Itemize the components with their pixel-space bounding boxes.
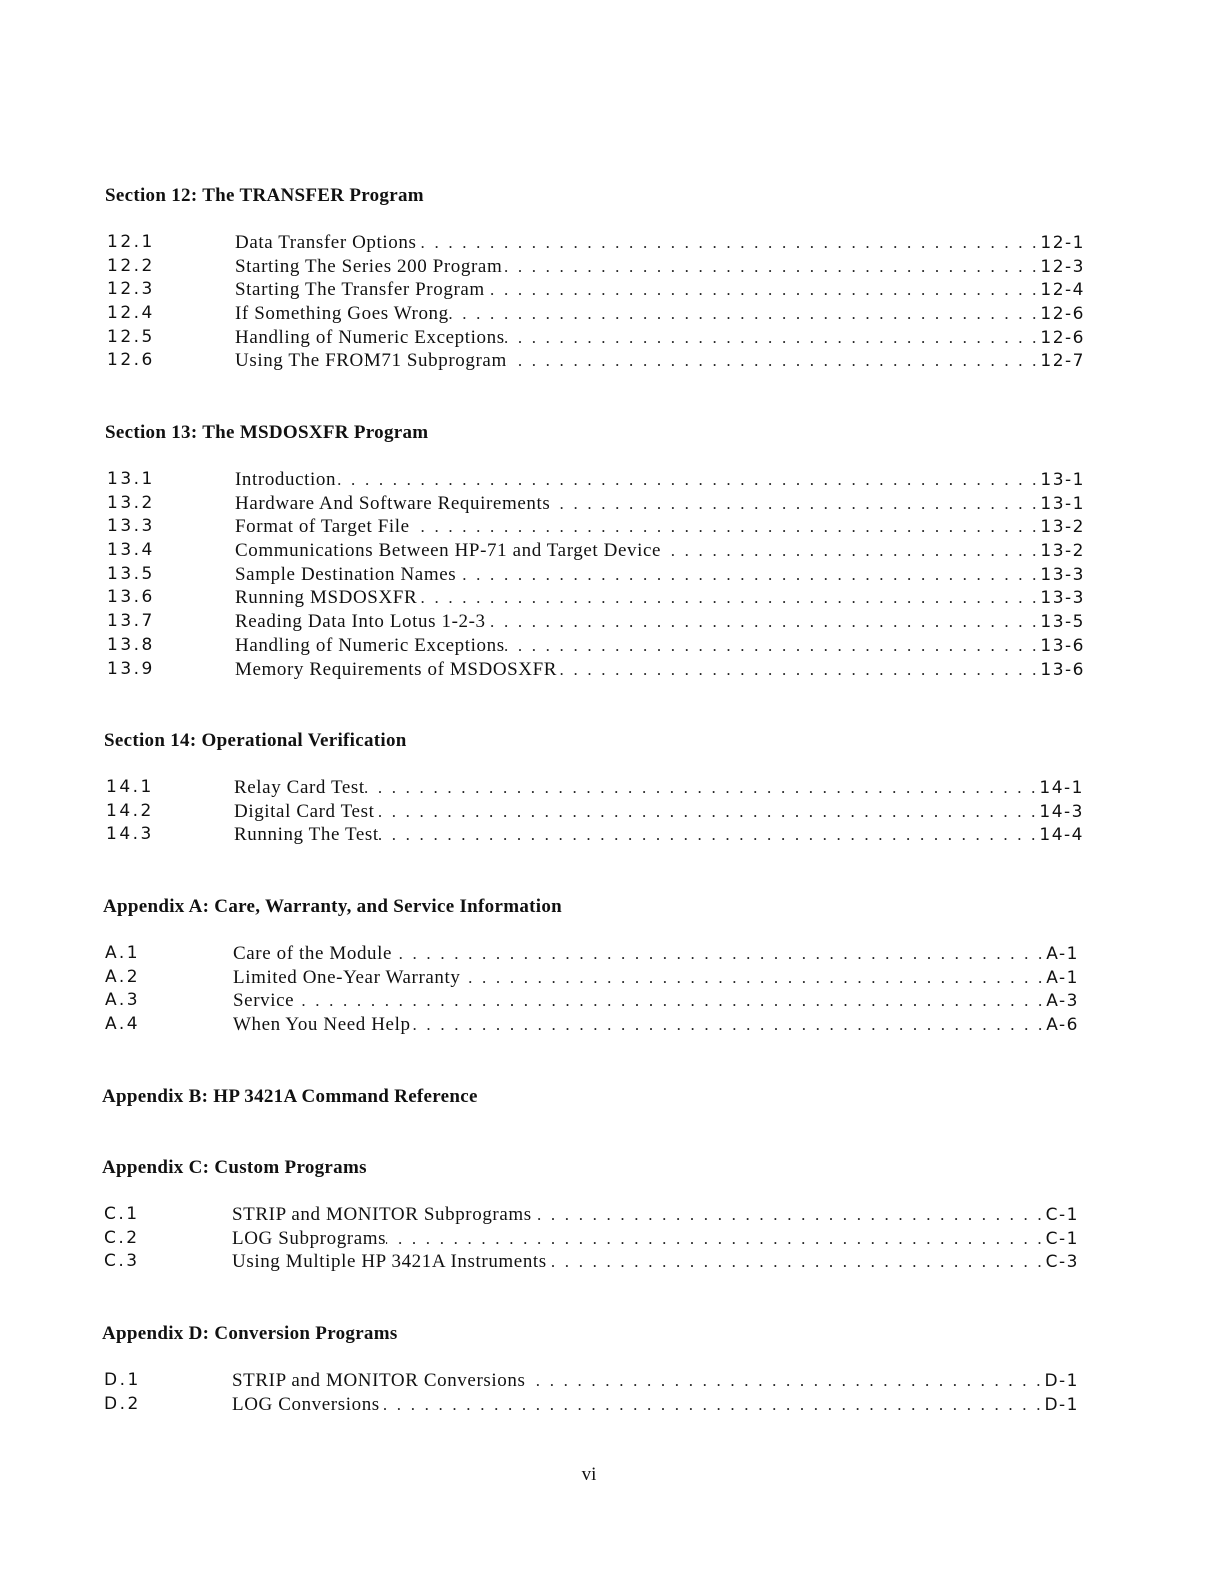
section-title: Appendix C: Custom Programs (102, 1157, 367, 1178)
entry-page: 13-5 (1040, 612, 1085, 633)
entry-number: 13.3 (107, 516, 155, 537)
dot-leader (456, 563, 1040, 587)
toc-section-12 (105, 184, 1085, 373)
toc-entry[interactable] (105, 515, 1085, 539)
entry-page: 12-3 (1040, 256, 1085, 277)
toc-appendix-a (103, 895, 1079, 1037)
entry-number: 13.6 (107, 587, 155, 608)
entry-number: 13.8 (107, 634, 155, 655)
toc-entry[interactable] (105, 658, 1085, 682)
dot-leader (365, 776, 1040, 800)
dot-leader (449, 302, 1041, 326)
entry-page: C-1 (1045, 1205, 1079, 1225)
toc-entry[interactable] (103, 989, 1079, 1013)
dot-leader (507, 349, 1041, 373)
entry-page: 13-3 (1040, 588, 1085, 609)
toc-section-13 (105, 421, 1085, 681)
page-number: vi (581, 1464, 597, 1485)
dot-leader (392, 942, 1046, 966)
entry-title: Using Multiple HP 3421A Instruments (232, 1251, 547, 1273)
toc-entries (102, 1369, 1079, 1416)
toc-entry[interactable] (104, 800, 1084, 824)
dot-leader (505, 634, 1041, 658)
entry-title: Care of the Module (233, 943, 393, 964)
toc-entries (104, 776, 1084, 847)
toc-appendix-d (102, 1322, 1079, 1416)
dot-leader (294, 989, 1046, 1013)
entry-number: 12.5 (107, 326, 155, 347)
entry-page: D-1 (1044, 1371, 1079, 1391)
entry-title: Digital Card Test (234, 800, 375, 822)
entry-title: Relay Card Test (234, 777, 365, 798)
toc-entries (103, 942, 1079, 1037)
toc-entry[interactable] (103, 1013, 1079, 1037)
entry-title: Reading Data Into Lotus 1-2-3 (235, 611, 486, 633)
dot-leader (380, 1393, 1045, 1417)
entry-number: A.2 (105, 966, 141, 987)
toc-entry[interactable] (102, 1227, 1079, 1251)
toc-appendix-b (102, 1085, 1078, 1109)
entry-title: When You Need Help (233, 1014, 411, 1036)
entry-number: D.2 (104, 1393, 141, 1414)
entry-number: D.1 (104, 1370, 141, 1390)
entry-title: Handling of Numeric Exceptions (235, 634, 505, 656)
dot-leader (505, 326, 1041, 350)
toc-entry[interactable] (105, 278, 1085, 302)
entry-number: 12.3 (107, 279, 155, 300)
entry-number: 12.2 (107, 255, 155, 276)
toc-entry[interactable] (105, 634, 1085, 658)
entry-title: Using The FROM71 Subprogram (235, 350, 507, 372)
toc-entry[interactable] (105, 255, 1085, 279)
toc-entry[interactable] (103, 966, 1079, 990)
toc-appendix-c (102, 1156, 1079, 1274)
entry-title: LOG Subprograms (232, 1227, 387, 1249)
entry-title: Format of Target File (235, 516, 410, 538)
toc-entry[interactable] (105, 563, 1085, 587)
entry-page: 12-4 (1040, 280, 1085, 301)
entry-title: Service (233, 990, 295, 1012)
dot-leader (485, 278, 1041, 302)
entry-page: A-6 (1046, 1015, 1079, 1036)
dot-leader (461, 966, 1047, 990)
entry-page: 14-3 (1039, 801, 1084, 822)
entry-number: A.3 (105, 990, 141, 1011)
entry-title: Communications Between HP-71 and Target Device (235, 540, 662, 562)
entry-number: C.3 (104, 1251, 140, 1272)
dot-leader (379, 823, 1040, 847)
dot-leader (486, 610, 1041, 634)
dot-leader (411, 1013, 1047, 1037)
entry-page: 14-4 (1039, 825, 1084, 846)
entry-number: 14.1 (106, 777, 154, 797)
dot-leader (557, 658, 1040, 682)
entry-title: Starting The Series 200 Program (235, 255, 503, 277)
entry-title: If Something Goes Wrong (235, 303, 449, 325)
entry-number: 12.1 (107, 232, 155, 252)
entry-number: 13.1 (107, 469, 155, 489)
dot-leader (502, 255, 1040, 279)
toc-entry[interactable] (105, 610, 1085, 634)
entry-number: 14.3 (106, 824, 154, 845)
section-title: Appendix D: Conversion Programs (102, 1323, 398, 1344)
entry-title: Running The Test (234, 824, 379, 846)
entry-title: Limited One-Year Warranty (233, 966, 461, 988)
entry-page: 12-1 (1040, 233, 1085, 253)
entry-title: Running MSDOSXFR (235, 587, 418, 609)
toc-entry[interactable] (104, 823, 1084, 847)
entry-title: STRIP and MONITOR Subprograms (232, 1204, 532, 1225)
toc-entry[interactable] (102, 1250, 1079, 1274)
entry-page: 12-6 (1040, 327, 1085, 348)
entry-page: 13-6 (1040, 659, 1085, 680)
entry-title: Starting The Transfer Program (235, 279, 485, 301)
toc-entry[interactable] (105, 349, 1085, 373)
toc-entry[interactable] (102, 1393, 1079, 1417)
toc-entry[interactable] (105, 586, 1085, 610)
dot-leader (386, 1227, 1046, 1251)
entry-title: Handling of Numeric Exceptions (235, 326, 505, 348)
entry-title: Memory Requirements of MSDOSXFR (235, 658, 558, 680)
entry-title: Hardware And Software Requirements (235, 492, 551, 514)
toc-entry[interactable] (105, 231, 1085, 255)
section-title: Appendix A: Care, Warranty, and Service Information (103, 896, 562, 917)
section-title: Section 13: The MSDOSXFR Program (105, 422, 429, 443)
dot-leader (417, 586, 1040, 610)
toc-entry[interactable] (105, 492, 1085, 516)
entry-number: 13.9 (107, 658, 155, 679)
section-title: Section 12: The TRANSFER Program (105, 185, 424, 206)
entry-number: A.1 (105, 943, 141, 963)
toc-entry[interactable] (105, 302, 1085, 326)
section-title[interactable]: Appendix B: HP 3421A Command Reference (102, 1086, 478, 1107)
entry-page: 13-3 (1040, 564, 1085, 585)
entry-page: 13-1 (1040, 493, 1085, 514)
entry-page: A-3 (1046, 991, 1079, 1012)
toc-entry[interactable] (104, 776, 1084, 800)
dot-leader (550, 492, 1040, 516)
toc-entries (102, 1203, 1079, 1274)
dot-leader (547, 1250, 1046, 1274)
entry-page: 14-1 (1039, 778, 1084, 798)
entry-page: D-1 (1044, 1394, 1079, 1415)
entry-page: C-3 (1045, 1252, 1079, 1273)
entry-number: C.1 (104, 1204, 140, 1224)
entry-number: 13.4 (107, 540, 155, 561)
entry-number: 14.2 (106, 800, 154, 821)
entry-number: 13.5 (107, 563, 155, 584)
entry-number: 12.4 (107, 303, 155, 324)
toc-entries (105, 231, 1085, 373)
dot-leader (416, 231, 1040, 255)
dot-leader (410, 515, 1041, 539)
entry-page: A-1 (1046, 944, 1079, 964)
entry-page: 13-2 (1040, 517, 1085, 538)
toc-entries (105, 468, 1085, 681)
toc-entry[interactable] (105, 539, 1085, 563)
entry-number: A.4 (105, 1014, 141, 1035)
entry-title: Sample Destination Names (235, 563, 457, 585)
entry-page: A-1 (1046, 967, 1079, 988)
entry-page: C-1 (1045, 1228, 1079, 1249)
dot-leader (336, 468, 1040, 492)
entry-page: 12-6 (1040, 304, 1085, 325)
entry-title: Data Transfer Options (235, 232, 417, 253)
dot-leader (525, 1369, 1044, 1393)
entry-title: STRIP and MONITOR Conversions (232, 1370, 526, 1391)
entry-number: 12.6 (107, 350, 155, 371)
entry-page: 13-2 (1040, 541, 1085, 562)
toc-entry[interactable] (105, 326, 1085, 350)
dot-leader (374, 800, 1039, 824)
toc-entry[interactable] (105, 468, 1085, 492)
entry-page: 12-7 (1040, 351, 1085, 372)
entry-page: 13-1 (1040, 470, 1085, 490)
entry-title: LOG Conversions (232, 1393, 380, 1415)
dot-leader (532, 1203, 1046, 1227)
toc-entry[interactable] (102, 1203, 1079, 1227)
toc-entry[interactable] (102, 1369, 1079, 1393)
entry-number: 13.7 (107, 611, 155, 632)
entry-number: 13.2 (107, 492, 155, 513)
entry-title: Introduction (235, 469, 337, 490)
toc-entry[interactable] (103, 942, 1079, 966)
section-title: Section 14: Operational Verification (104, 730, 407, 751)
toc-section-14 (104, 729, 1084, 847)
dot-leader (661, 539, 1040, 563)
entry-number: C.2 (104, 1227, 140, 1248)
entry-page: 13-6 (1040, 635, 1085, 656)
